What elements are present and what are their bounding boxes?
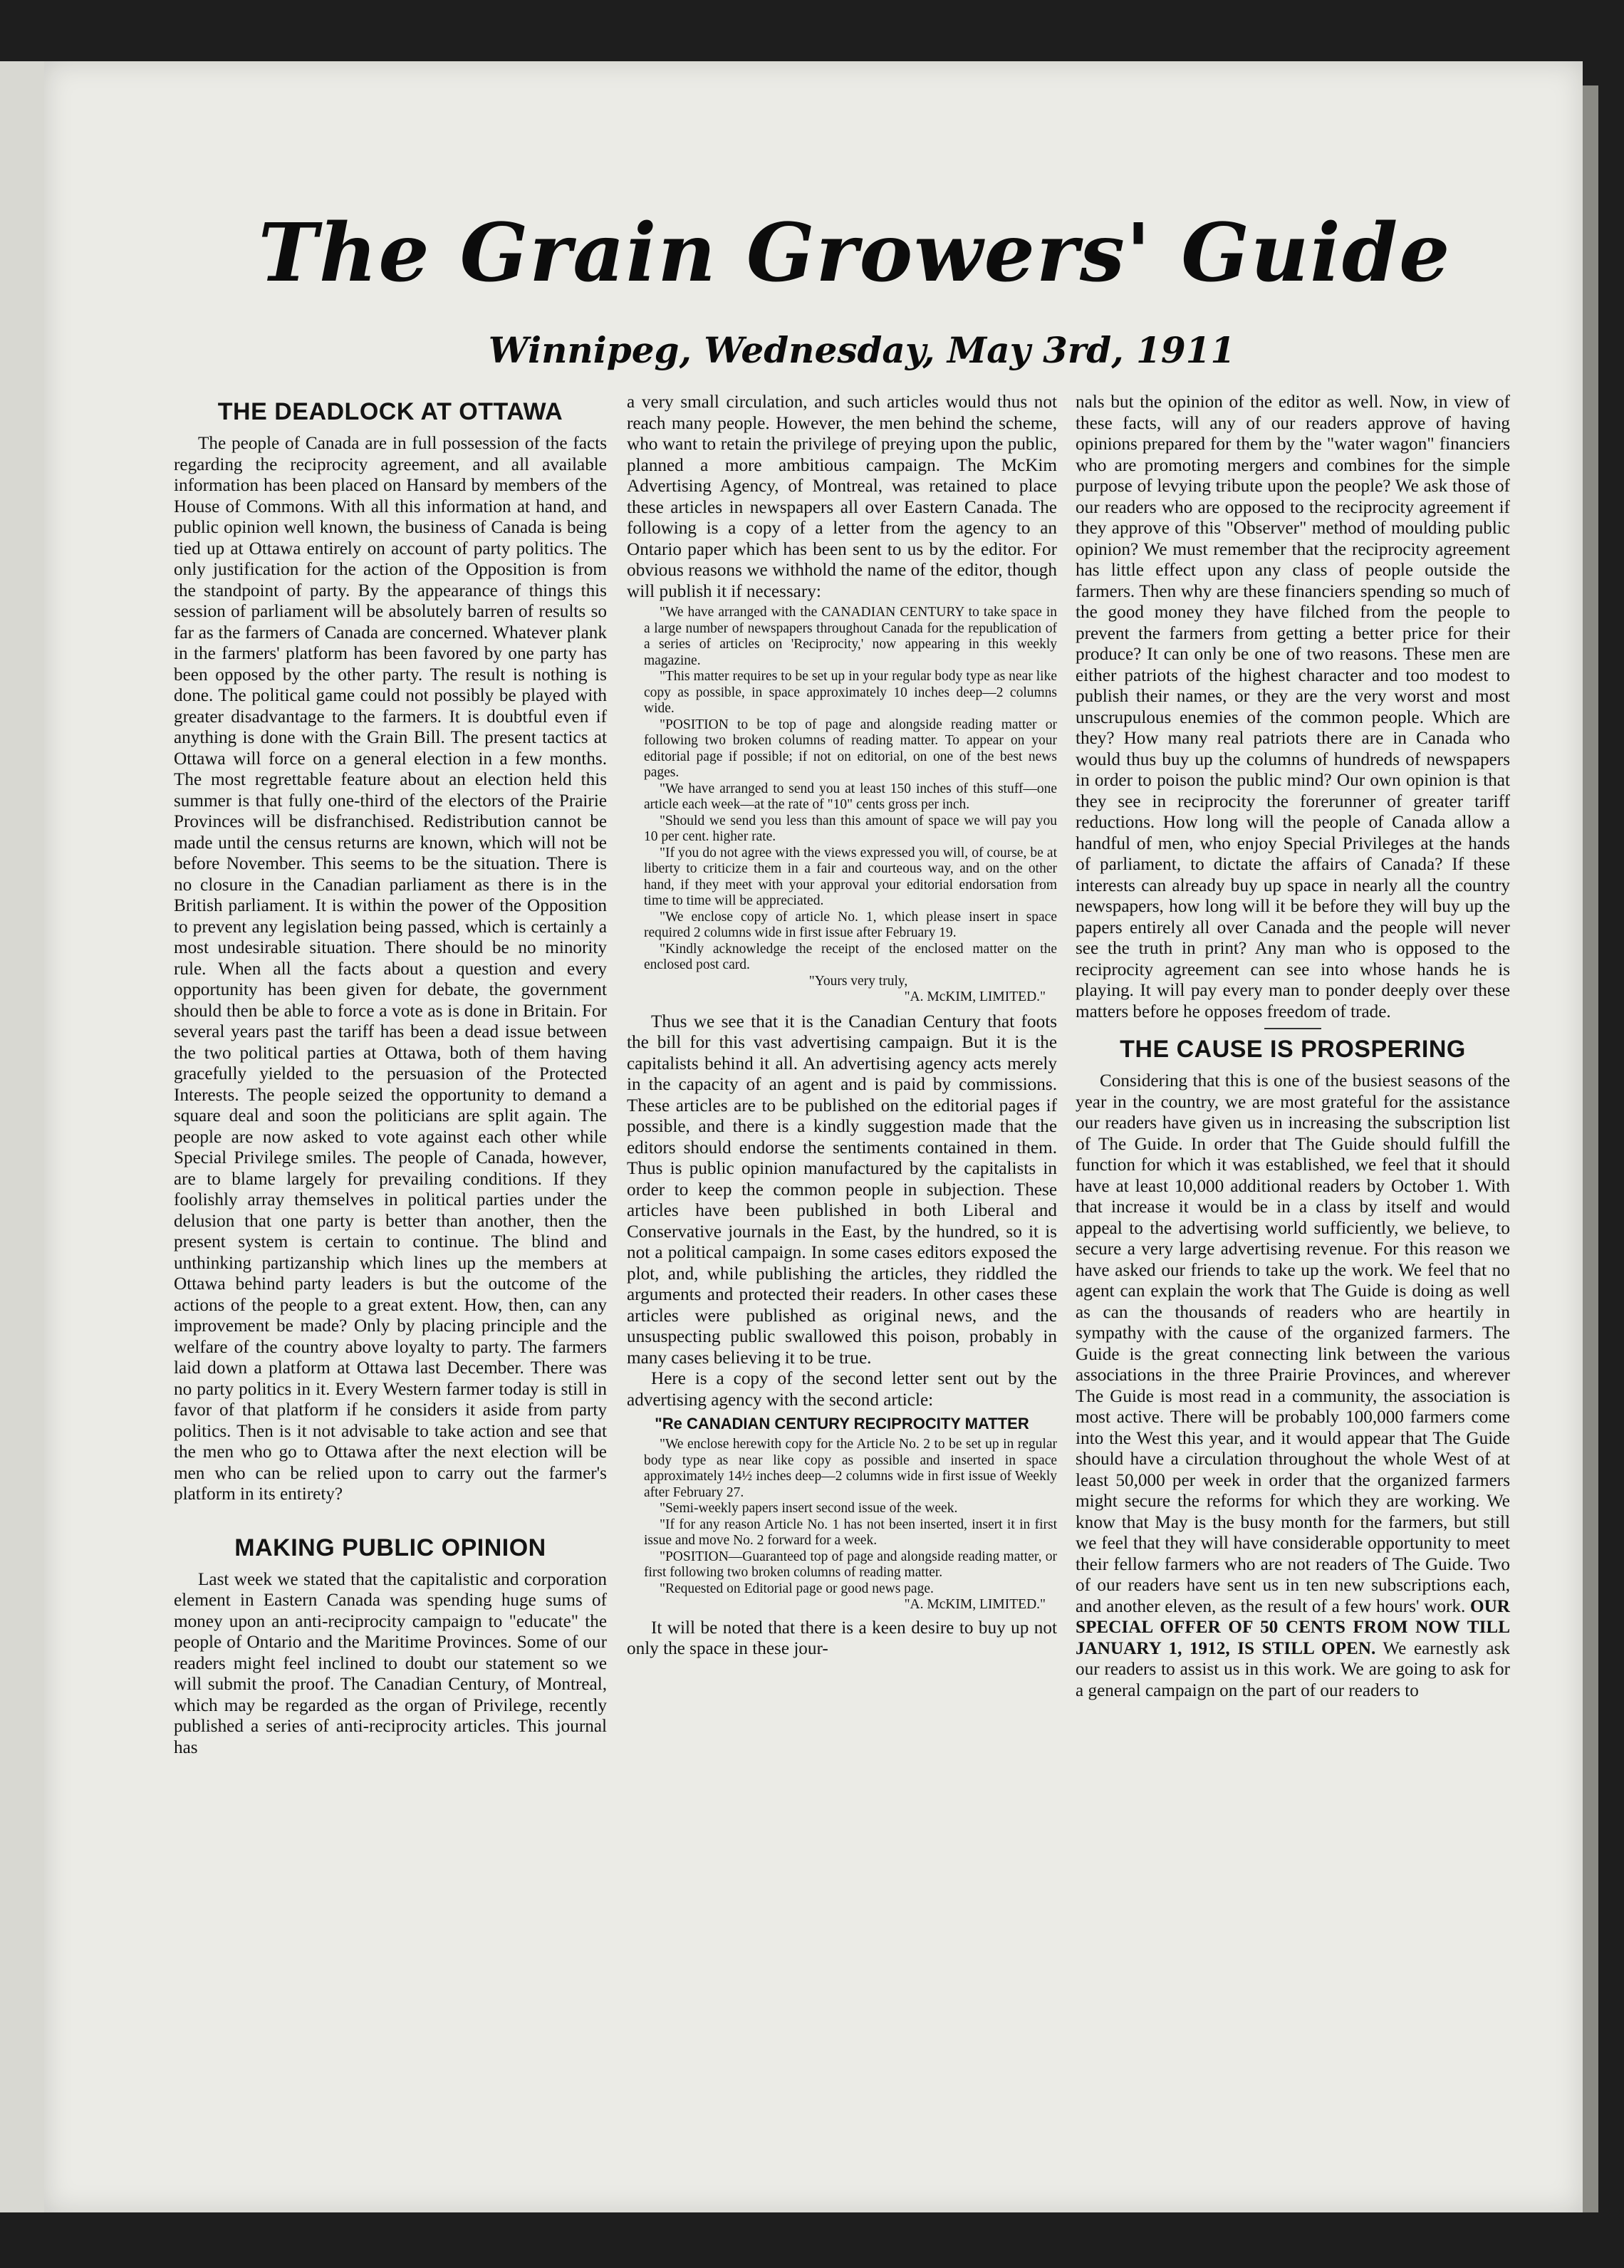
- masthead-title: The Grain Growers' Guide: [258, 207, 1452, 300]
- column-1: [174, 392, 607, 1758]
- mckim-letter-1: [644, 605, 1057, 1006]
- article-continued-3: Here is a copy of the second letter sent out by the advertising agency with the second article:: [627, 1369, 1057, 1410]
- article-deadlock-body: The people of Canada are in full possession of the facts regarding the reciprocity agreement, and all available information has been placed on Hansard by members of the House of Commons. With all this information at hand, and public opinion well known, the business of Canada is being tied up at Ottawa entirely on account of party politics. The only justification for the action of the Opposition is from the standpoint of party. By the appearance of things this session of parliament will be absolutely barren of results so far as the farmers of Canada are concerned. Whatever plank in the farmers' platform has been favored by one party has been opposed by the other party. The result is nothing is done. The political game could not possibly be played with greater disadvantage to the farmers. It is doubtful even if anything is done with the Grain Bill. The present tactics at Ottawa will force on a general election in a few months. The most regrettable feature about an election held this summer is that fully one-third of the electors of the Prairie Provinces will be disfranchised. Redistribution cannot be made until the census returns are known, which will not be before November. This seems to be the situation. There is no closure in the Canadian parliament as there is in the British parliament. It is within the power of the Opposition to prevent any legislation being passed, which is certainly a most undesirable situation. There should be no minority rule. When all the facts about a question and every opportunity has been given for debate, the government should then be able to force a vote as is done in Britain. For several years past the tariff has been a dead issue between the two political parties at Ottawa, both of them having gracefully yielded to the persuasion of the Protected Interests. The people seized the opportunity to demand a square deal and soon the politicians are split again. The people are now asked to vote against each other while Special Privilege smiles. The people of Canada, however, are to blame largely for prevailing conditions. If they foolishly array themselves in political parties under the delusion that one party is better than another, then the present system is certain to continue. The blind and unthinking partizanship which lines up the members at Ottawa behind party leaders is but the outcome of the actions of the people to a great extent. How, then, can any improvement be made? Only by placing principle and the welfare of the country above loyalty to party. The farmers laid down a platform at Ottawa last December. There was no party politics in it. Every Western farmer today is still in favor of that platform if he considers it aside from party politics. Then is it not advisable to take action and see that the men who go to Ottawa after the next election will be men who can be relied upon to carry out the farmer's platform in its entirety?: [174, 434, 607, 1504]
- letter-2-para: "If for any reason Article No. 1 has not been inserted, insert it in first issue and move No. 2 forward for a week.: [644, 1517, 1057, 1548]
- column-3: [1076, 392, 1510, 1701]
- letter-2-para: "Semi-weekly papers insert second issue of the week.: [660, 1501, 958, 1516]
- letter-1-para: "Kindly acknowledge the receipt of the enclosed matter on the enclosed post card.: [644, 941, 1057, 972]
- divider: [1264, 1028, 1321, 1029]
- letter-1-para: "We have arranged with the CANADIAN CENTURY to take space in a large number of newspapers throughout Canada for the republication of a series of articles on 'Reciprocity,' now appearing in this weekly magazine.: [644, 605, 1057, 668]
- letter-1-para: "We have arranged to send you at least 150 inches of this stuff—one article each week—at the rate of "10" cents gross per inch.: [644, 781, 1057, 812]
- article-continued-5: nals but the opinion of the editor as well. Now, in view of these facts, will any of our readers approve of having opinions prepared for them by the "water wagon" financiers who are promoting mergers and combines for the simple purpose of levying tribute upon the people? We ask those of our readers who are opposed to the reciprocity agreement if they approve of this "Observer" method of moulding public opinion? We must remember that the reciprocity agreement has little effect upon any class of people outside the farmers. Then why are these financiers spending so much of the good money they have filched from the people to prevent the farmers from getting a better price for their produce? It can only be one of two reasons. These men are either patriots of the highest character and too modest to publish their names, or they are the very worst and most unscrupulous enemies of the common people. Which are they? How many real patriots there are in Canada who would thus buy up the columns of hundreds of newspapers in order to poison the public mind? Our own opinion is that they see in reciprocity the forerunner of greater tariff reductions. How long will the people of Canada allow a handful of men, who enjoy Special Privileges at the hands of parliament, to dictate the affairs of Canada? If these interests can already buy up space in nearly all the country newspapers, how long will it be before they will buy up the papers entirely all over Canada and the people will never see the truth in print? Any man who is opposed to the reciprocity agreement can see into whose hands he is playing. It will pay every man to ponder deeply over these matters before he opposes freedom of trade.: [1076, 392, 1510, 1021]
- article-public-opinion-body: Last week we stated that the capitalistic and corporation element in Eastern Canada was spending huge sums of money upon an anti-reciprocity campaign to "educate" the people of Ontario and the Maritime Provinces. Some of our readers might feel inclined to doubt our statement so we will submit the proof. The Canadian Century, of Montreal, which may be regarded as the organ of Privilege, recently published a series of anti-reciprocity articles. This journal has: [174, 1569, 607, 1757]
- letter-1-para: "POSITION to be top of page and alongside reading matter or following two broken columns of reading matter. To appear on your editorial page if possible; if not on editorial, on one of the best news pages.: [644, 717, 1057, 780]
- article-continued: a very small circulation, and such articles would thus not reach many people. However, the men behind the scheme, who want to retain the privilege of preying upon the public, planned a more ambitious campaign. The McKim Advertising Agency, of Montreal, was retained to place these articles in newspapers all over Eastern Canada. The following is a copy of a letter from the agency to an Ontario paper which has been sent to us by the editor. For obvious reasons we withhold the name of the editor, though will publish it if necessary:: [627, 392, 1057, 601]
- page-edge: [1583, 85, 1598, 2212]
- letter-1-signature: "A. McKIM, LIMITED.": [904, 989, 1046, 1004]
- letter-2-heading: "Re CANADIAN CENTURY RECIPROCITY MATTER: [655, 1415, 1029, 1432]
- mckim-letter-2: [644, 1437, 1057, 1613]
- article-continued-2: Thus we see that it is the Canadian Century that foots the bill for this vast advertising campaign. But it is the capitalists behind it all. An advertising agency acts merely in the capacity of an agent and is paid by commissions. These articles are to be published on the editorial pages if possible, and there is a kindly suggestion made that the editors should endorse the sentiments contained in them. Thus is public opinion manufactured by the capitalists in order to keep the common people in subjection. These articles have been published in both Liberal and Conservative journals in the East, by the hundred, so it is not a political campaign. In some cases editors exposed the plot, and, while publishing the articles, they riddled the arguments and protected their readers. In other cases these articles were published as original news, and the unsuspecting public swallowed this poison, probably in many cases believing it to be true.: [627, 1011, 1057, 1368]
- letter-1-para: "Should we send you less than this amount of space we will pay you 10 per cent. higher rate.: [644, 813, 1057, 844]
- headline-deadlock: THE DEADLOCK AT OTTAWA: [217, 398, 563, 425]
- letter-2-signature: "A. McKIM, LIMITED.": [904, 1597, 1046, 1612]
- dateline: Winnipeg, Wednesday, May 3rd, 1911: [488, 329, 1236, 371]
- letter-1-closing: "Yours very truly,: [808, 973, 908, 989]
- letter-2-para: "POSITION—Guaranteed top of page and alongside reading matter, or first following two broken columns of reading matter.: [644, 1549, 1057, 1580]
- letter-2-para: "Requested on Editorial page or good news page.: [660, 1581, 934, 1596]
- cause-body-text: Considering that this is one of the busiest seasons of the year in the country, we are most grateful for the assistance our readers have given us in increasing the subscription list of The Guide. In order that The Guide should fulfill the function for which it was established, we feel that it should have at least 10,000 additional readers by October 1. With that increase it would be in a class by itself and would appeal to the advertising world sufficiently, we believe, to secure a very large advertising revenue. For this reason we have asked our friends to take up the work. We feel that no agent can explain the work that The Guide is doing as well as can the thousands of readers who are heartily in sympathy with the cause of the organized farmers. The Guide is the great connecting link between the various associations in the three Prairie Provinces, and wherever The Guide is most read in a community, the association is most active. There will be probably 100,000 farmers come into the West this year, and it would appear that The Guide should have a circulation throughout the whole West of at least 50,000 per week in order that the organized farmers might secure the reforms for which they are working. We know that May is the busy month for the farmers, but still we feel that they will have considerable opportunity to meet their fellow farmers who are not readers of The Guide. Two of our readers have sent us in ten new subscriptions each, and another eleven, as the result of a few hours' work.: [1076, 1071, 1510, 1616]
- headline-cause-prospering: THE CAUSE IS PROSPERING: [1120, 1036, 1466, 1063]
- special-offer: OUR SPECIAL OFFER OF 50 CENTS FROM NOW TILL JANUARY 1, 1912, IS STILL OPEN.: [1076, 1596, 1510, 1658]
- column-2: [627, 392, 1057, 1660]
- letter-2-para: "We enclose herewith copy for the Article No. 2 to be set up in regular body type as near like copy as possible and inserted in space approximately 14½ inches deep—2 columns wide in first issue of Weekly after February 27.: [644, 1437, 1057, 1500]
- page-gutter: [0, 61, 44, 2212]
- article-cause-body: [1076, 1071, 1510, 1701]
- cause-body-end: We earnestly ask our readers to assist us in this work. We are going to ask for a general campaign on the part of our readers to: [1076, 1638, 1511, 1700]
- letter-1-para: "This matter requires to be set up in your regular body type as near like copy as possible, in space approximately 10 inches deep—2 columns wide.: [644, 669, 1057, 716]
- letter-1-para: "We enclose copy of article No. 1, which please insert in space required 2 columns wide in first issue after February 19.: [644, 909, 1057, 940]
- headline-public-opinion: MAKING PUBLIC OPINION: [234, 1534, 546, 1561]
- letter-1-para: "If you do not agree with the views expressed you will, of course, be at liberty to criticize them in a fair and courteous way, and on the other hand, if they meet with your approval your editorial endorsation from time to time will be appreciated.: [644, 845, 1057, 908]
- article-continued-4: It will be noted that there is a keen desire to buy up not only the space in these jour-: [627, 1618, 1057, 1658]
